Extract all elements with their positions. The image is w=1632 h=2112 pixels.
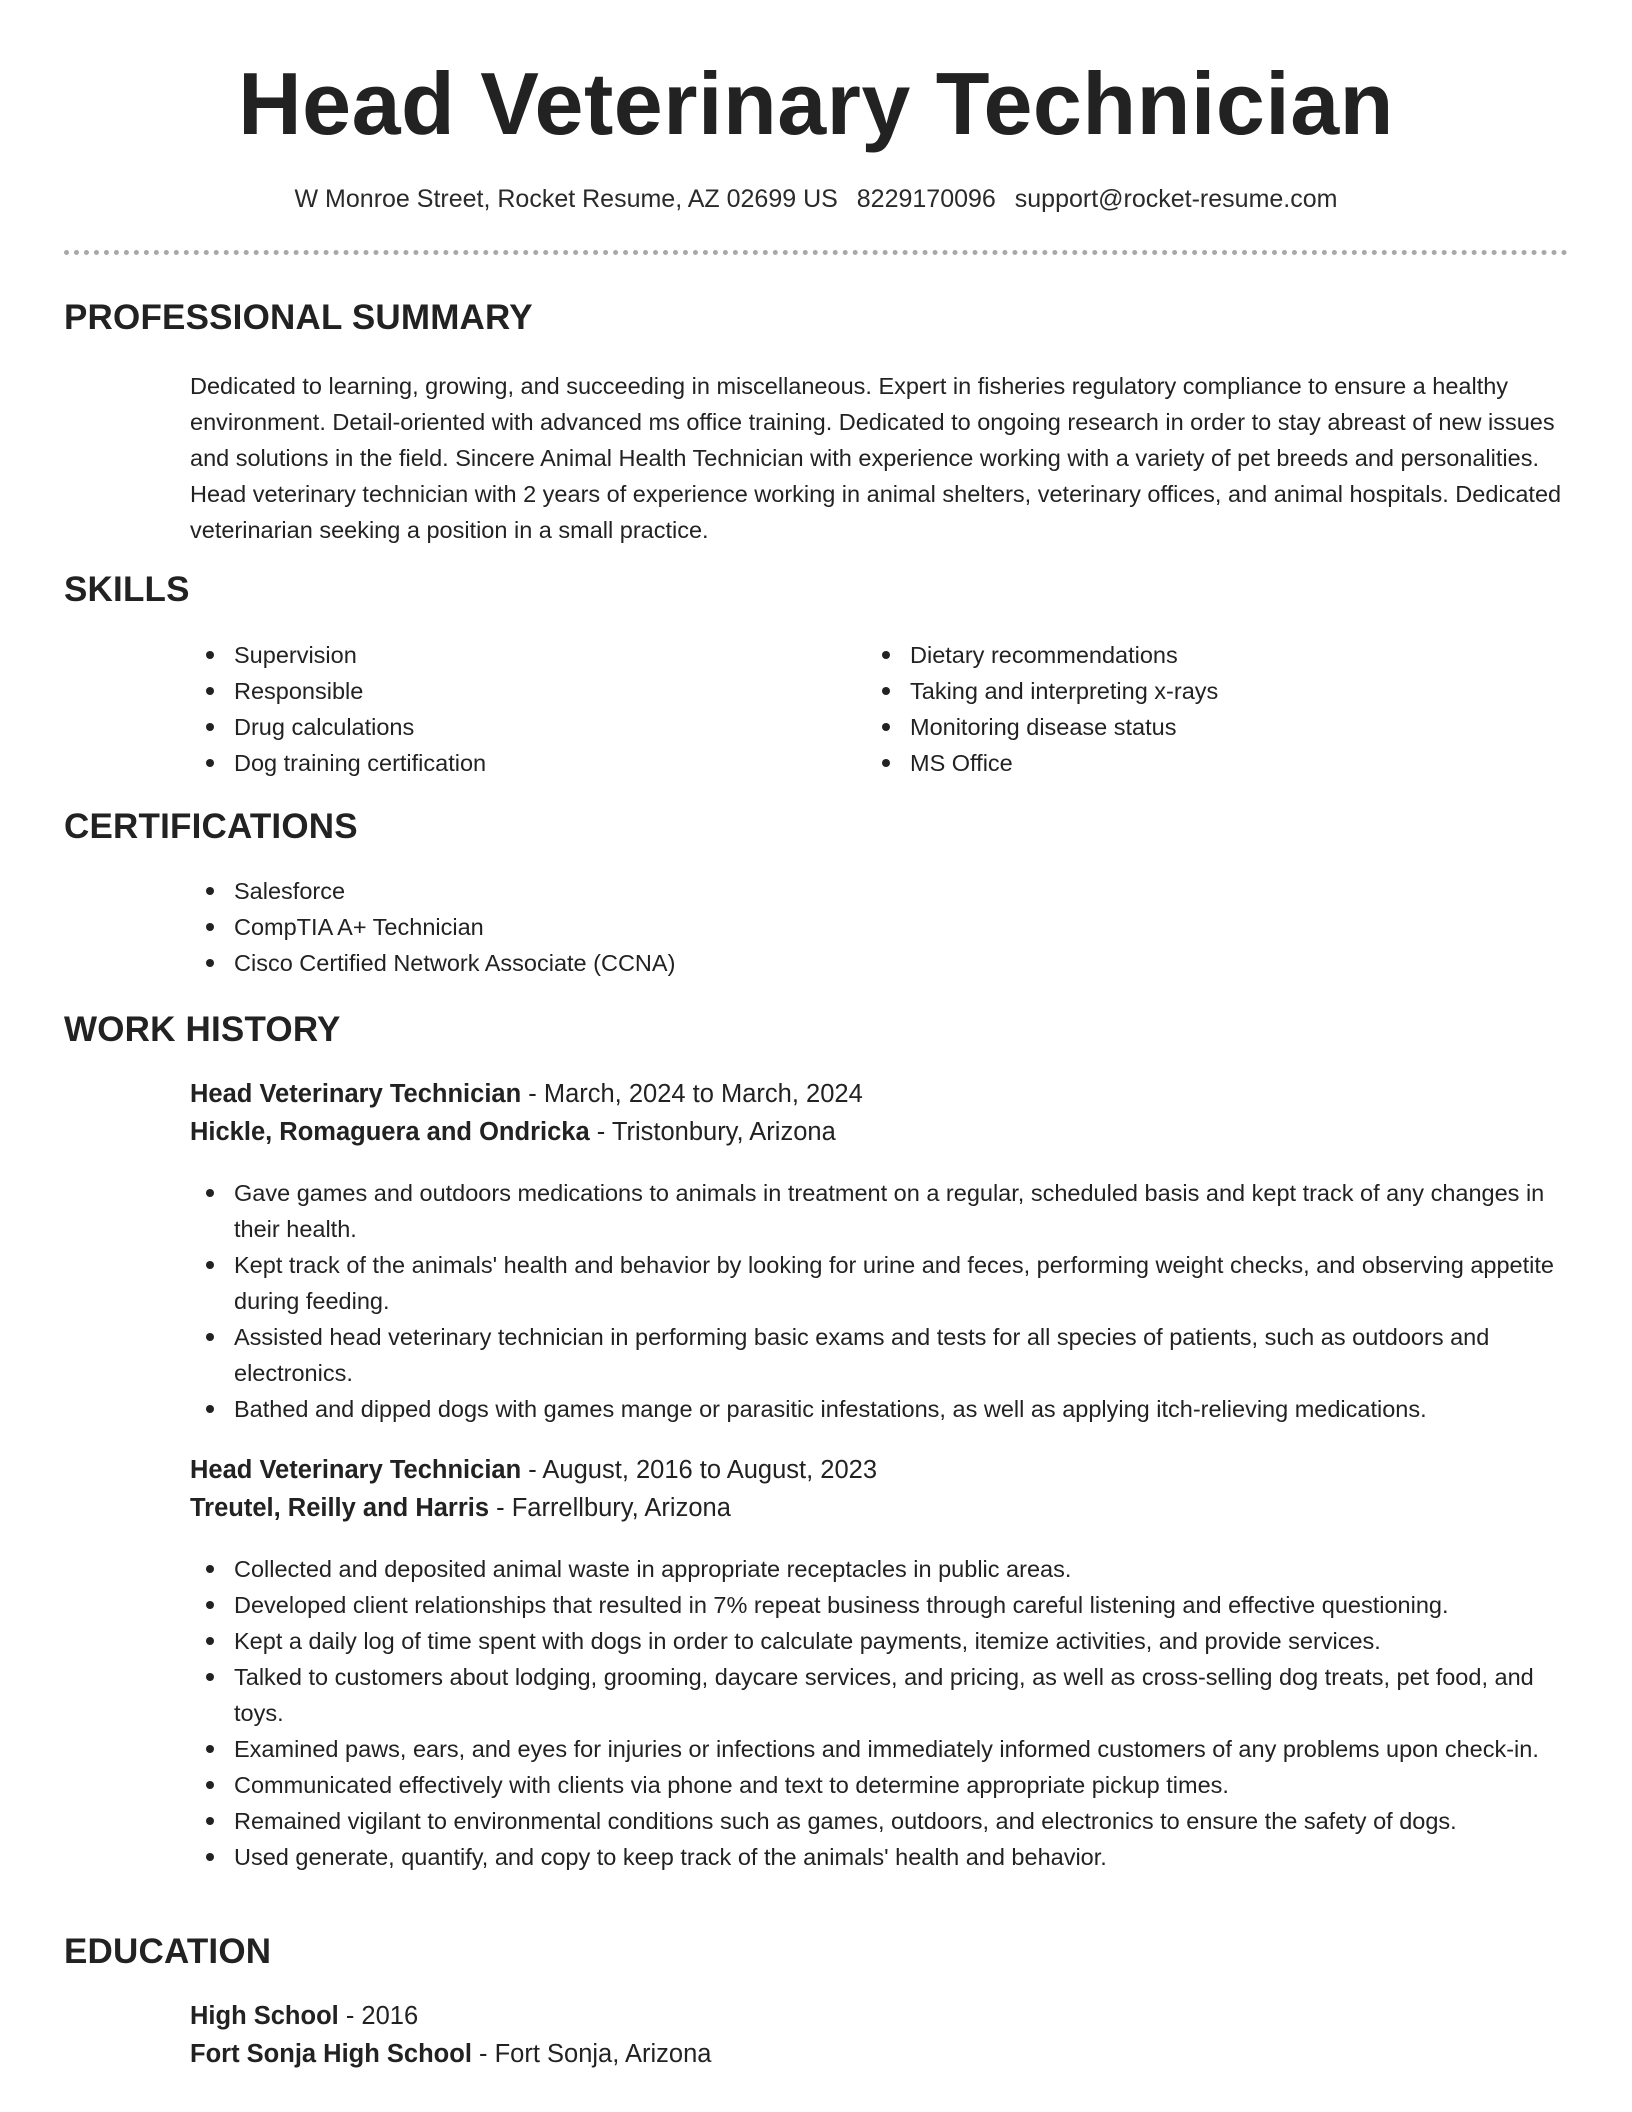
summary-text: Dedicated to learning, growing, and succeeding in miscellaneous. Expert in fisheries regulatory compliance to ensure a healthy environment. Detail-oriented with advanced ms office training. Dedicated to ongoing research in order to stay abreast of new issues and solutions in the field. Sincere Animal Health Technician with experience working with a variety of pet breeds and personalities. Head veterinary technician with 2 years of experience working in animal shelters, veterinary offices, and animal hospitals. Dedicated veterinarian seeking a position in a small practice. xyxy=(190,373,1562,543)
list-item: Monitoring disease status xyxy=(866,709,1566,745)
job-1-role: Head Veterinary Technician xyxy=(190,1080,522,1108)
list-item: Assisted head veterinary technician in performing basic exams and tests for all species of patients, such as outdoors and electronics. xyxy=(190,1319,1570,1391)
education-location: - Fort Sonja, Arizona xyxy=(471,2040,712,2068)
certifications-list xyxy=(190,873,1570,981)
job-1-company-line xyxy=(190,1113,836,1151)
list-item: Dog training certification xyxy=(190,745,830,781)
list-item: Developed client relationships that resulted in 7% repeat business through careful listening and effective questioning. xyxy=(190,1587,1570,1623)
list-item: MS Office xyxy=(866,745,1566,781)
header-divider xyxy=(64,250,1568,255)
section-title-work-history: WORK HISTORY xyxy=(64,1010,341,1049)
list-item: Examined paws, ears, and eyes for injuries or infections and immediately informed customers of any problems upon check-in. xyxy=(190,1731,1570,1767)
list-item: Bathed and dipped dogs with games mange or parasitic infestations, as well as applying itch-relieving medications. xyxy=(190,1391,1570,1427)
skills-list-right xyxy=(866,637,1566,781)
list-item: Communicated effectively with clients via phone and text to determine appropriate pickup times. xyxy=(190,1767,1570,1803)
list-item: Remained vigilant to environmental conditions such as games, outdoors, and electronics to ensure the safety of dogs. xyxy=(190,1803,1570,1839)
job-2-title-line xyxy=(190,1451,877,1489)
list-item: Supervision xyxy=(190,637,830,673)
list-item: Taking and interpreting x-rays xyxy=(866,673,1566,709)
list-item: Dietary recommendations xyxy=(866,637,1566,673)
section-title-certifications: CERTIFICATIONS xyxy=(64,807,358,846)
education-school: Fort Sonja High School xyxy=(190,2040,472,2068)
list-item: Collected and deposited animal waste in appropriate receptacles in public areas. xyxy=(190,1551,1570,1587)
list-item: Used generate, quantify, and copy to keep track of the animals' health and behavior. xyxy=(190,1839,1570,1875)
list-item: Kept a daily log of time spent with dogs in order to calculate payments, itemize activities, and provide services. xyxy=(190,1623,1570,1659)
education-degree-line xyxy=(190,1997,418,2035)
list-item: CompTIA A+ Technician xyxy=(190,909,1570,945)
job-2-company: Treutel, Reilly and Harris xyxy=(190,1494,490,1522)
job-1-company: Hickle, Romaguera and Ondricka xyxy=(190,1118,590,1146)
list-item: Gave games and outdoors medications to animals in treatment on a regular, scheduled basis and kept track of any changes in their health. xyxy=(190,1175,1570,1247)
contact-email: support@rocket-resume.com xyxy=(1014,185,1338,213)
section-title-education: EDUCATION xyxy=(64,1932,272,1971)
job-2-role: Head Veterinary Technician xyxy=(190,1456,522,1484)
list-item: Salesforce xyxy=(190,873,1570,909)
job-2-bullets xyxy=(190,1551,1570,1875)
list-item: Talked to customers about lodging, grooming, daycare services, and pricing, as well as cross-selling dog treats, pet food, and toys. xyxy=(190,1659,1570,1731)
section-title-skills: SKILLS xyxy=(64,570,190,609)
list-item: Drug calculations xyxy=(190,709,830,745)
contact-address: W Monroe Street, Rocket Resume, AZ 02699 US xyxy=(294,185,838,213)
education-degree: High School xyxy=(190,2002,339,2030)
job-2-dates: - August, 2016 to August, 2023 xyxy=(521,1456,878,1484)
job-2-location: - Farrellbury, Arizona xyxy=(489,1494,731,1522)
job-1-bullets xyxy=(190,1175,1570,1427)
contact-phone: 8229170096 xyxy=(856,185,996,213)
list-item: Kept track of the animals' health and behavior by looking for urine and feces, performing weight checks, and observing appetite during feeding. xyxy=(190,1247,1570,1319)
contact-line xyxy=(0,181,1632,217)
education-school-line xyxy=(190,2035,711,2073)
list-item: Responsible xyxy=(190,673,830,709)
job-1-title-line xyxy=(190,1075,863,1113)
candidate-name: Head Veterinary Technician xyxy=(238,54,1394,153)
education-year: - 2016 xyxy=(338,2002,419,2030)
skills-list-left xyxy=(190,637,830,781)
job-2-company-line xyxy=(190,1489,731,1527)
list-item: Cisco Certified Network Associate (CCNA) xyxy=(190,945,1570,981)
section-title-summary: PROFESSIONAL SUMMARY xyxy=(64,298,533,337)
job-1-dates: - March, 2024 to March, 2024 xyxy=(521,1080,863,1108)
job-1-location: - Tristonbury, Arizona xyxy=(589,1118,836,1146)
